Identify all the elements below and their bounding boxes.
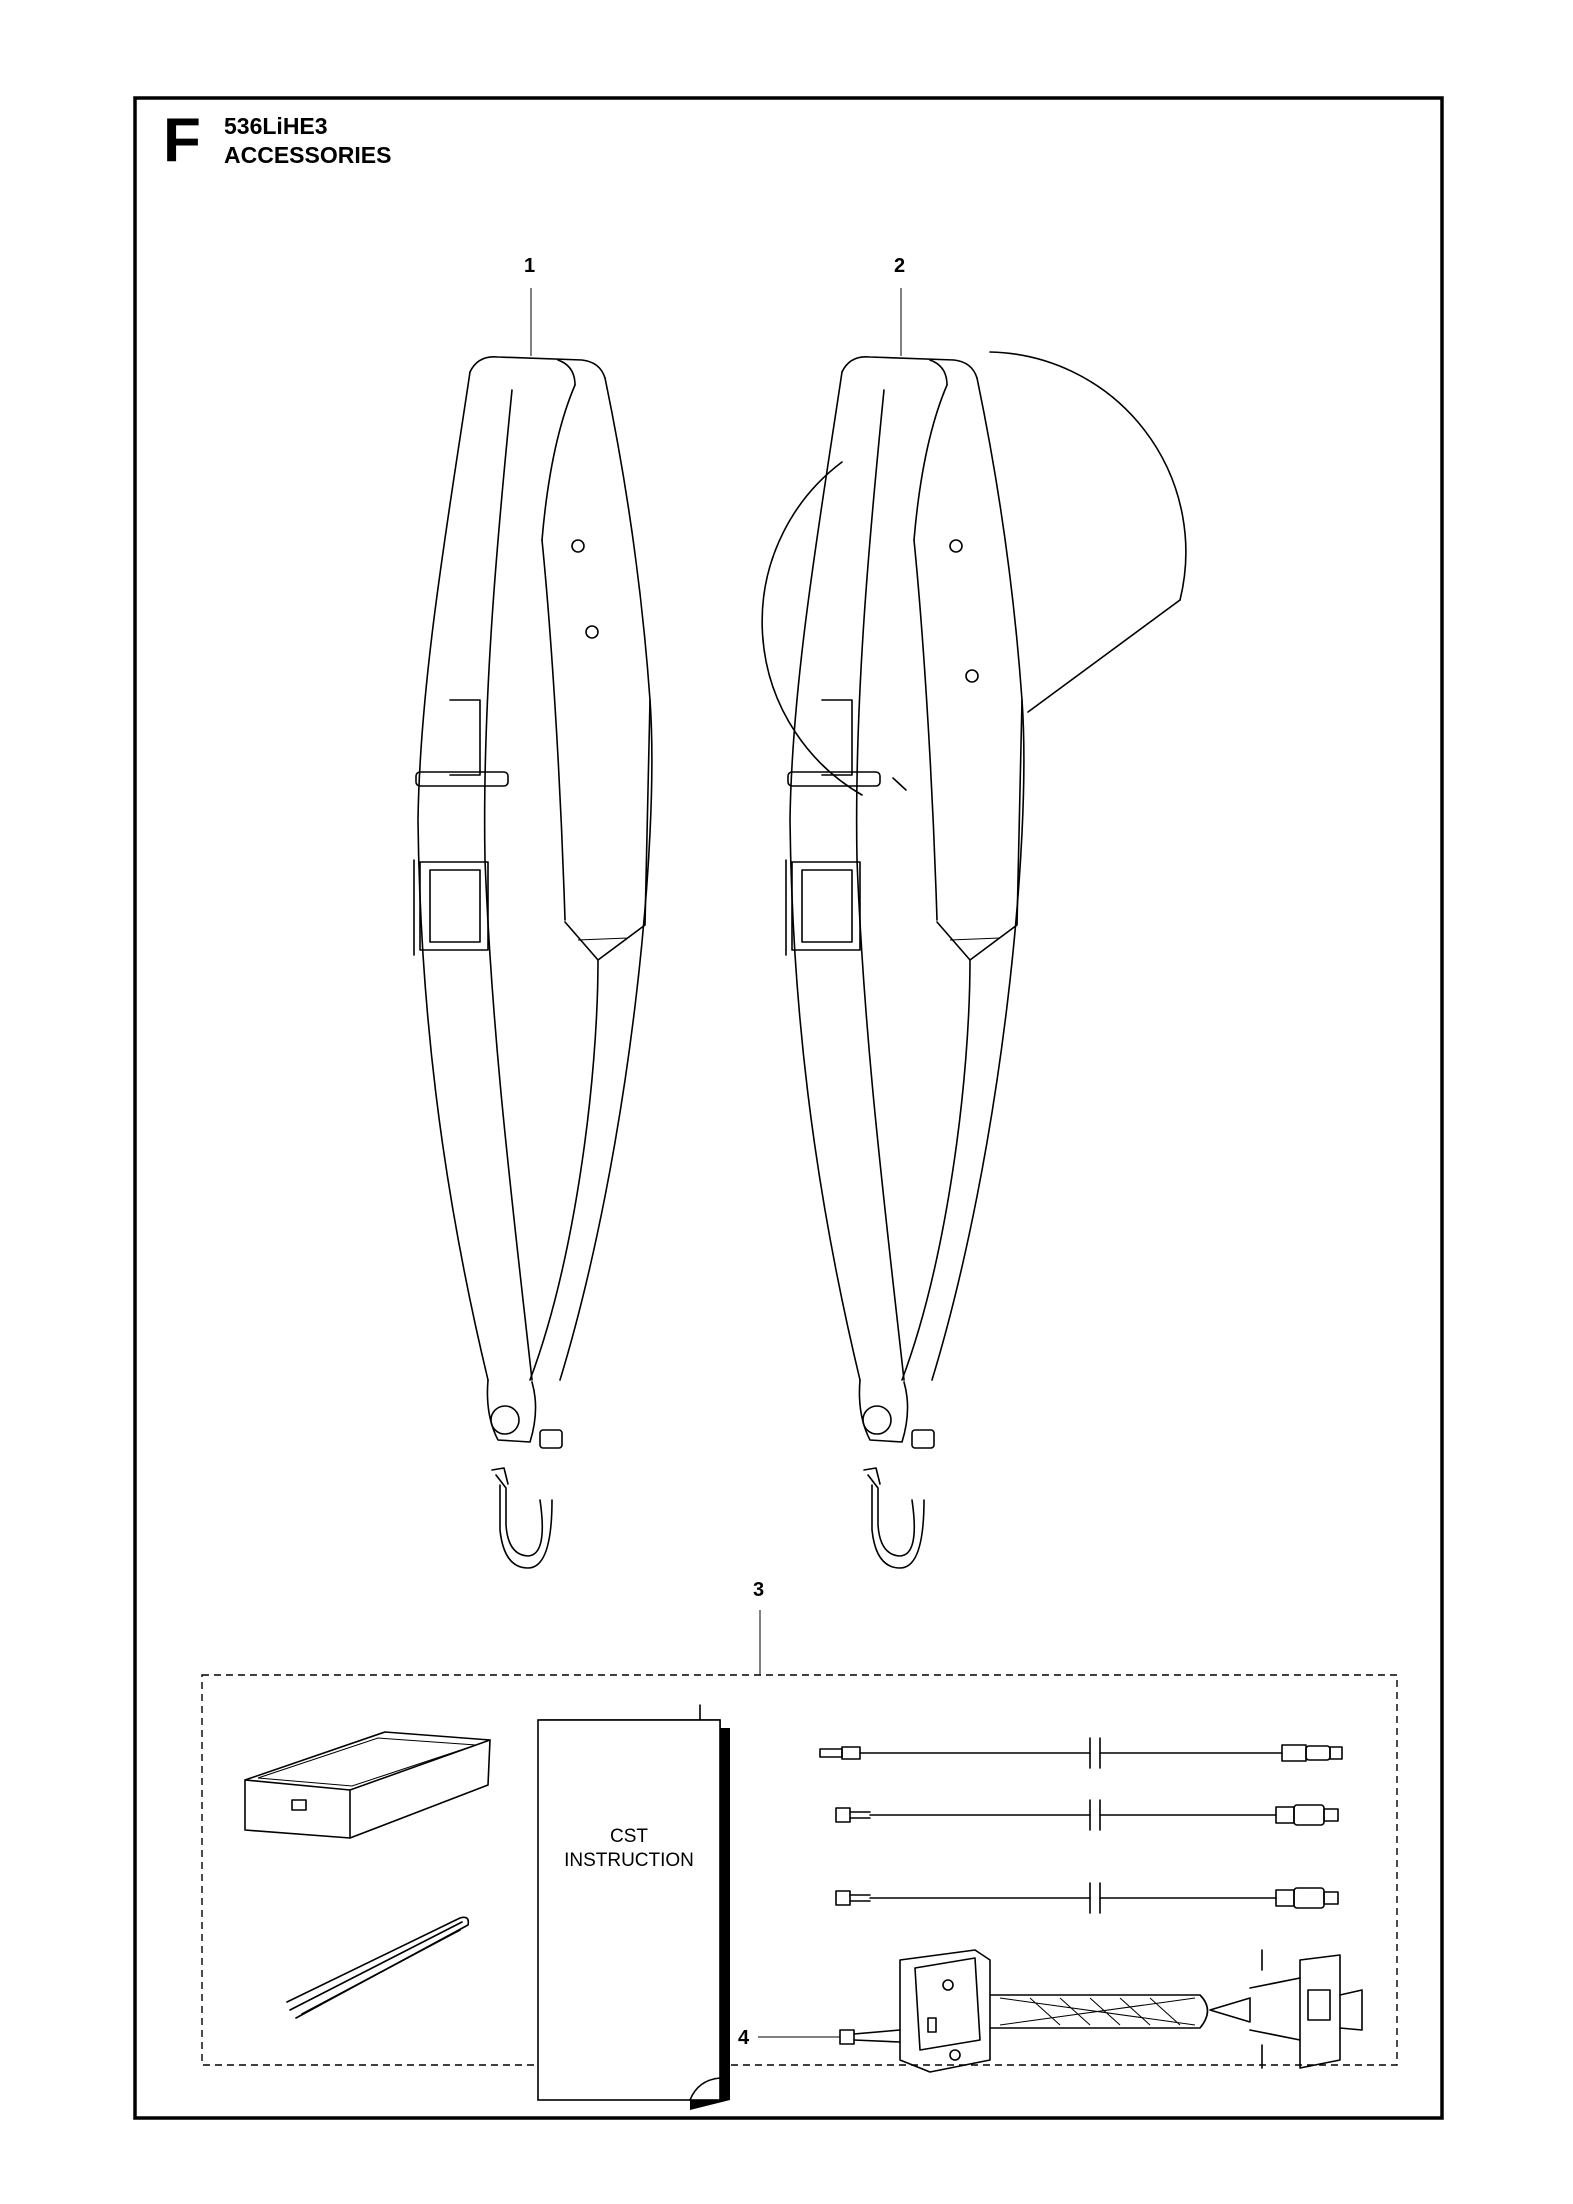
adapter-harness-4 [840, 1950, 1362, 2072]
shoulder-strap-1 [414, 357, 652, 1568]
booklet-line-1: CST [610, 1826, 648, 1847]
cable-2 [836, 1800, 1338, 1830]
callout-4: 4 [738, 2027, 750, 2049]
cable-1 [820, 1738, 1342, 1768]
section-letter: F [163, 106, 201, 175]
shoulder-strap-2 [762, 352, 1186, 1568]
callout-2: 2 [894, 255, 906, 277]
booklet-line-2: INSTRUCTION [564, 1850, 694, 1871]
cable-3 [836, 1883, 1338, 1913]
callout-1: 1 [524, 255, 536, 277]
model-name: 536LiHE3 [224, 113, 328, 139]
instruction-booklet [538, 1705, 730, 2110]
callout-3: 3 [753, 1579, 765, 1601]
page-title: ACCESSORIES [224, 142, 392, 168]
tweezers [287, 1917, 468, 2018]
storage-case [245, 1732, 490, 1838]
